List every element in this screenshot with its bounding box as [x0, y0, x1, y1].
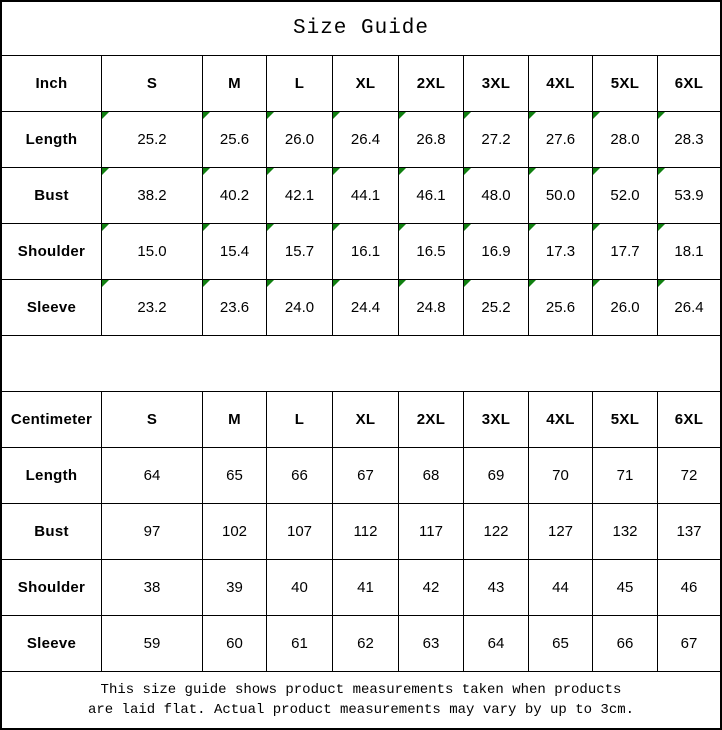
row-label-cell-sleeve: Sleeve — [2, 616, 102, 672]
corner-marker-icon — [399, 224, 406, 231]
value-cell: 122 — [464, 504, 529, 560]
value-cell: 70 — [529, 448, 593, 504]
value-cell: 97 — [102, 504, 203, 560]
size-header-cell-4xl: 4XL — [529, 392, 593, 448]
value-cell: 40 — [267, 560, 333, 616]
corner-marker-icon — [203, 168, 210, 175]
value-cell: 61 — [267, 616, 333, 672]
corner-marker-icon — [593, 280, 600, 287]
size-header-cell-5xl: 5XL — [593, 56, 658, 112]
value-cell: 25.6 — [203, 112, 267, 168]
size-header-cell-5xl: 5XL — [593, 392, 658, 448]
value-cell: 53.9 — [658, 168, 720, 224]
corner-marker-icon — [593, 168, 600, 175]
value-cell: 27.2 — [464, 112, 529, 168]
corner-marker-icon — [529, 168, 536, 175]
value-cell: 59 — [102, 616, 203, 672]
row-label-cell-length: Length — [2, 448, 102, 504]
value-cell: 132 — [593, 504, 658, 560]
value-cell: 43 — [464, 560, 529, 616]
corner-marker-icon — [658, 112, 665, 119]
size-header-cell-6xl: 6XL — [658, 56, 720, 112]
value-cell: 42 — [399, 560, 464, 616]
value-cell: 117 — [399, 504, 464, 560]
corner-marker-icon — [658, 168, 665, 175]
corner-marker-icon — [529, 224, 536, 231]
corner-marker-icon — [529, 280, 536, 287]
value-cell: 65 — [203, 448, 267, 504]
value-cell: 48.0 — [464, 168, 529, 224]
value-cell: 16.9 — [464, 224, 529, 280]
row-label-cell-length: Length — [2, 112, 102, 168]
value-cell: 63 — [399, 616, 464, 672]
corner-marker-icon — [267, 224, 274, 231]
value-cell: 102 — [203, 504, 267, 560]
corner-marker-icon — [102, 280, 109, 287]
value-cell: 107 — [267, 504, 333, 560]
corner-marker-icon — [267, 280, 274, 287]
value-cell: 15.4 — [203, 224, 267, 280]
size-header-cell-m: M — [203, 392, 267, 448]
corner-marker-icon — [333, 112, 340, 119]
value-cell: 127 — [529, 504, 593, 560]
corner-marker-icon — [399, 112, 406, 119]
value-cell: 28.0 — [593, 112, 658, 168]
size-header-cell-m: M — [203, 56, 267, 112]
value-cell: 17.3 — [529, 224, 593, 280]
value-cell: 46.1 — [399, 168, 464, 224]
corner-marker-icon — [102, 168, 109, 175]
value-cell: 26.4 — [658, 280, 720, 336]
corner-marker-icon — [658, 224, 665, 231]
value-cell: 40.2 — [203, 168, 267, 224]
corner-marker-icon — [593, 112, 600, 119]
value-cell: 24.0 — [267, 280, 333, 336]
size-header-cell-3xl: 3XL — [464, 392, 529, 448]
size-header-cell-3xl: 3XL — [464, 56, 529, 112]
value-cell: 24.8 — [399, 280, 464, 336]
corner-marker-icon — [102, 112, 109, 119]
value-cell: 60 — [203, 616, 267, 672]
value-cell: 45 — [593, 560, 658, 616]
value-cell: 68 — [399, 448, 464, 504]
value-cell: 16.1 — [333, 224, 399, 280]
value-cell: 66 — [593, 616, 658, 672]
row-label-cell-shoulder: Shoulder — [2, 224, 102, 280]
value-cell: 15.7 — [267, 224, 333, 280]
value-cell: 44.1 — [333, 168, 399, 224]
size-header-cell-l: L — [267, 56, 333, 112]
footer-note — [2, 672, 720, 728]
corner-marker-icon — [333, 168, 340, 175]
size-header-cell-6xl: 6XL — [658, 392, 720, 448]
value-cell: 67 — [333, 448, 399, 504]
value-cell: 25.6 — [529, 280, 593, 336]
corner-marker-icon — [203, 112, 210, 119]
value-cell: 38 — [102, 560, 203, 616]
corner-marker-icon — [464, 112, 471, 119]
value-cell: 18.1 — [658, 224, 720, 280]
corner-marker-icon — [333, 224, 340, 231]
value-cell: 64 — [464, 616, 529, 672]
value-cell: 26.0 — [267, 112, 333, 168]
value-cell: 26.4 — [333, 112, 399, 168]
value-cell: 23.2 — [102, 280, 203, 336]
value-cell: 28.3 — [658, 112, 720, 168]
corner-marker-icon — [333, 280, 340, 287]
value-cell: 52.0 — [593, 168, 658, 224]
value-cell: 69 — [464, 448, 529, 504]
value-cell: 15.0 — [102, 224, 203, 280]
unit-header-cell: Centimeter — [2, 392, 102, 448]
value-cell: 137 — [658, 504, 720, 560]
size-header-cell-l: L — [267, 392, 333, 448]
value-cell: 27.6 — [529, 112, 593, 168]
size-header-cell-2xl: 2XL — [399, 392, 464, 448]
size-header-cell-4xl: 4XL — [529, 56, 593, 112]
corner-marker-icon — [102, 224, 109, 231]
corner-marker-icon — [464, 168, 471, 175]
corner-marker-icon — [658, 280, 665, 287]
size-header-cell-s: S — [102, 392, 203, 448]
footer-note-line: are laid flat. Actual product measurements may vary by up to 3cm. — [87, 702, 635, 718]
size-guide-title: Size Guide — [2, 2, 720, 56]
value-cell: 42.1 — [267, 168, 333, 224]
value-cell: 67 — [658, 616, 720, 672]
value-cell: 44 — [529, 560, 593, 616]
corner-marker-icon — [593, 224, 600, 231]
corner-marker-icon — [464, 224, 471, 231]
value-cell: 66 — [267, 448, 333, 504]
value-cell: 46 — [658, 560, 720, 616]
value-cell: 72 — [658, 448, 720, 504]
corner-marker-icon — [464, 280, 471, 287]
row-label-cell-bust: Bust — [2, 168, 102, 224]
value-cell: 39 — [203, 560, 267, 616]
corner-marker-icon — [529, 112, 536, 119]
value-cell: 17.7 — [593, 224, 658, 280]
value-cell: 25.2 — [464, 280, 529, 336]
value-cell: 50.0 — [529, 168, 593, 224]
row-label-cell-shoulder: Shoulder — [2, 560, 102, 616]
value-cell: 16.5 — [399, 224, 464, 280]
row-label-cell-bust: Bust — [2, 504, 102, 560]
size-header-cell-xl: XL — [333, 392, 399, 448]
corner-marker-icon — [203, 224, 210, 231]
size-header-cell-s: S — [102, 56, 203, 112]
value-cell: 26.8 — [399, 112, 464, 168]
row-label-cell-sleeve: Sleeve — [2, 280, 102, 336]
value-cell: 71 — [593, 448, 658, 504]
value-cell: 23.6 — [203, 280, 267, 336]
size-header-cell-2xl: 2XL — [399, 56, 464, 112]
corner-marker-icon — [399, 280, 406, 287]
corner-marker-icon — [267, 112, 274, 119]
corner-marker-icon — [267, 168, 274, 175]
footer-note-line: This size guide shows product measurements taken when products — [100, 681, 622, 698]
value-cell: 24.4 — [333, 280, 399, 336]
corner-marker-icon — [203, 280, 210, 287]
value-cell: 41 — [333, 560, 399, 616]
table-gap-divider — [2, 336, 720, 392]
value-cell: 38.2 — [102, 168, 203, 224]
size-header-cell-xl: XL — [333, 56, 399, 112]
corner-marker-icon — [399, 168, 406, 175]
value-cell: 65 — [529, 616, 593, 672]
value-cell: 62 — [333, 616, 399, 672]
value-cell: 112 — [333, 504, 399, 560]
value-cell: 26.0 — [593, 280, 658, 336]
value-cell: 25.2 — [102, 112, 203, 168]
unit-header-cell: Inch — [2, 56, 102, 112]
value-cell: 64 — [102, 448, 203, 504]
